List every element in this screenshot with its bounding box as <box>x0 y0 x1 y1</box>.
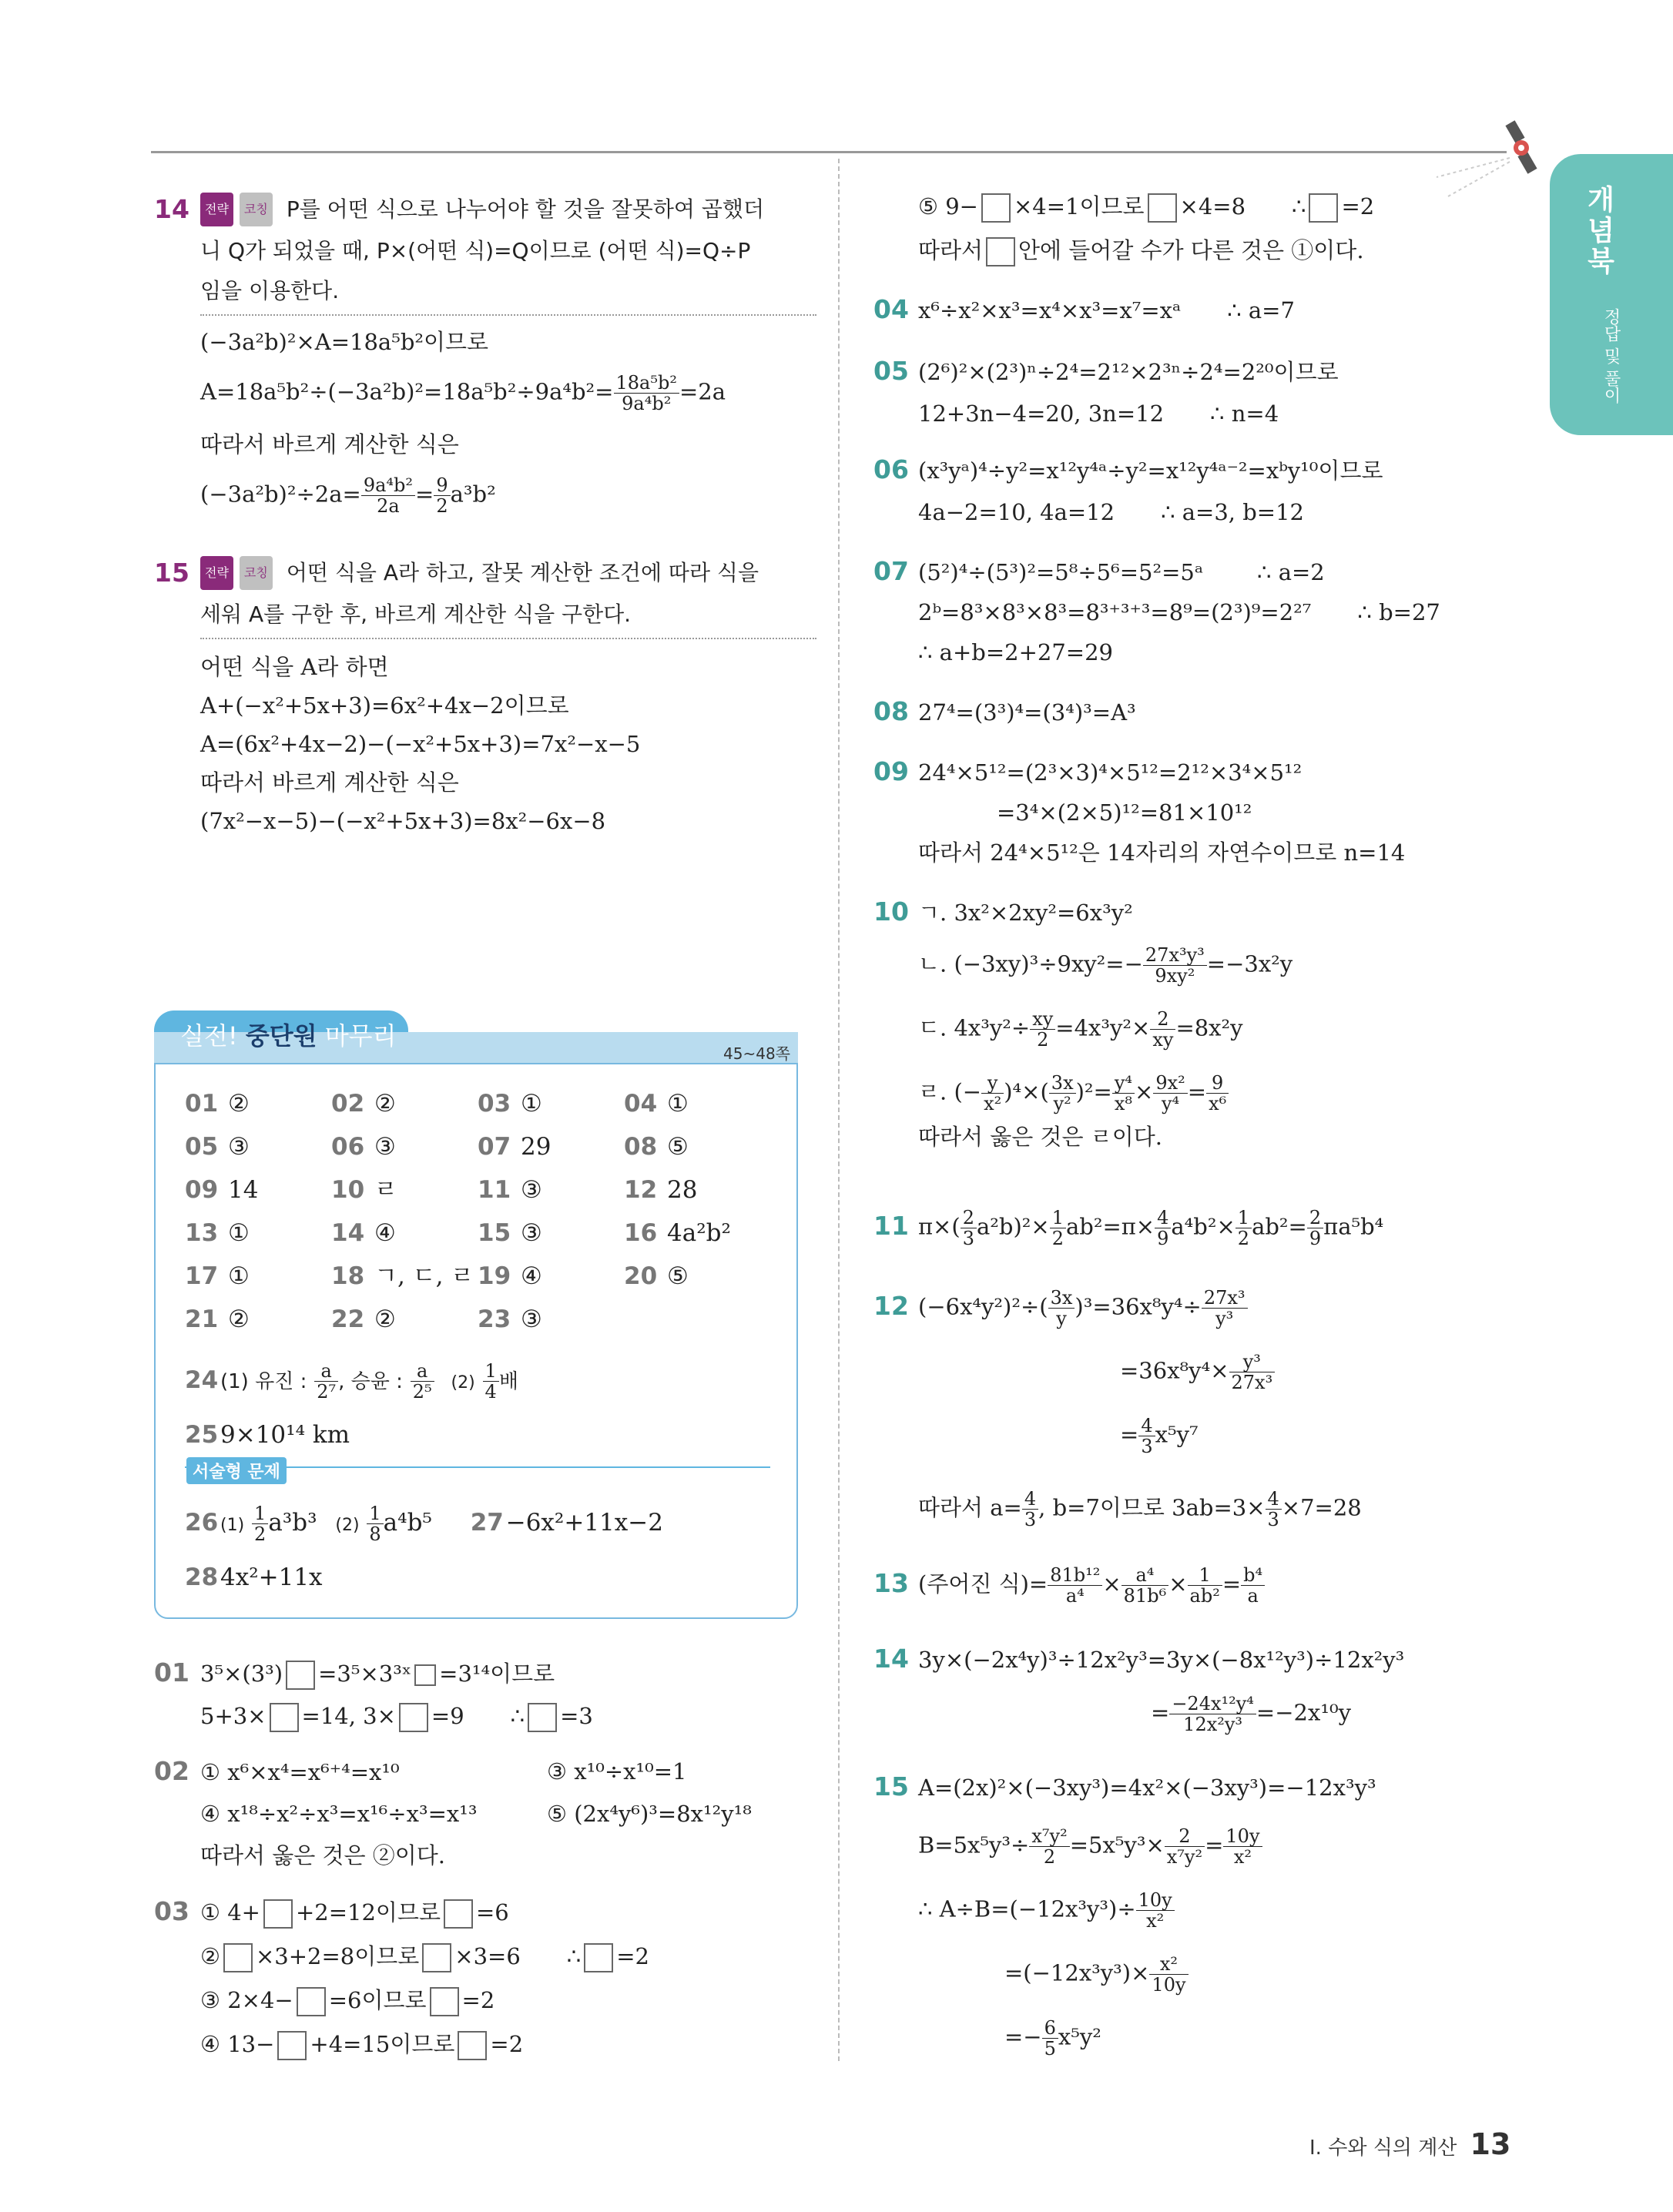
solution-13: 13 (주어진 식)= $\frac{\text{81b¹²}}{\text{a⁴}}$ × $\frac{\text{a⁴}}{\text{81b⁶}}$ × $\frac{1}{\text{ab²}}$ = $\frac{\text{b⁴}}{a}$ <box>873 1565 1265 1606</box>
answer-number: 07 <box>478 1133 511 1161</box>
equals-sign: = <box>415 481 434 508</box>
answer-value: ① <box>667 1090 689 1118</box>
answer-value: ② <box>374 1305 396 1333</box>
answer-value: ① <box>228 1262 250 1290</box>
solution-line: (−3a²b)²×A=18a⁵b²이므로 <box>200 329 489 355</box>
essay-label: 서술형 문제 <box>186 1457 287 1484</box>
answer-value: ③ <box>228 1133 250 1161</box>
solution-10: 10 ㄱ. 3x²×2xy²=6x³y² ㄴ. (−3xy)³÷9xy²=− $\frac{\text{27x³y³}}{\text{9xy²}}$ =−3x²y ㄷ. 4x³y²÷ $\frac{xy}{2}$ =4x³y²× $\frac{2}{xy}$ =8x²y ㄹ. (− $\frac{y}{\text{x²}}$ )⁴×( $\frac{3x}{\text{y²}}$ )²= $\frac{\text{y⁴}}{\text{x⁸}}$ × $\frac{\text{9x²}}{\text{y⁴}}$ = $\frac{9}{\text{x⁶}}$ 따라서 옳은 것은 ㄹ이다. <box>873 897 1293 1150</box>
solution-14 <box>154 193 816 516</box>
solution-01: 01 3⁵×(3³) =3⁵×3³ˣ =3¹⁴이므로 5+3× =14, 3× =9 ∴ =3 <box>154 1657 593 1732</box>
answer-number: 11 <box>478 1176 511 1204</box>
fraction: $\frac{9}{2}$ <box>434 475 450 516</box>
solution-04: 04 x⁶÷x²×x³=x⁴×x³=x⁷=xᵃ ∴ a=7 <box>873 294 1295 324</box>
answer-number: 23 <box>478 1305 511 1333</box>
answer-item <box>624 1260 689 1292</box>
blank-box <box>399 1703 428 1732</box>
strategy-badge: 전략 <box>200 193 233 226</box>
solution-15-right: 15 A=(2x)²×(−3xy³)=4x²×(−3xy³)=−12x³y³ B=5x⁵y³÷ $\frac{\text{x⁷y²}}{2}$ =5x⁵y³× $\frac{2}{\text{x⁷y²}}$ = $\frac{10y}{\text{x²}}$ ∴ A÷B=(−12x³y³)÷ $\frac{10y}{\text{x²}}$ =(−12x³y³)× $\frac{\text{x²}}{10y}$ =− $\frac{6}{5}$ x⁵y² <box>873 1771 1376 2060</box>
answer-value: 14 <box>228 1176 259 1204</box>
solution-line: A+(−x²+5x+3)=6x²+4x−2이므로 <box>200 692 569 719</box>
answer-26: 26 (1) $\frac{1}{2}$ a³b³ (2) $\frac{1}{8}$ a⁴b⁵ 27−6x²+11x−2 <box>185 1503 663 1545</box>
blank-box <box>981 193 1011 223</box>
answer-number: 16 <box>624 1219 658 1247</box>
solution-12: 12 (−6x⁴y²)²÷( $\frac{3x}{y}$ )³=36x⁸y⁴÷ $\frac{\text{27x³}}{\text{y³}}$ =36x⁸y⁴× $\frac{\text{y³}}{\text{27x³}}$ = $\frac{4}{3}$ x⁵y⁷ 따라서 a= $\frac{4}{3}$ , b=7이므로 3ab=3× $\frac{4}{3}$ ×7=28 <box>873 1287 1362 1530</box>
blank-box <box>584 1943 613 1972</box>
answer-number: 22 <box>331 1305 365 1333</box>
answer-item <box>185 1174 258 1206</box>
hint-text: 임을 이용한다. <box>200 276 816 316</box>
section-tab[interactable] <box>1550 154 1673 435</box>
solution-line: =2a <box>679 378 726 405</box>
solution-06: 06 (x³yᵃ)⁴÷y²=x¹²y⁴ᵃ÷y²=x¹²y⁴ᵃ⁻²=xᵇy¹⁰이므로 4a−2=10, 4a=12 ∴ a=3, b=12 <box>873 454 1383 525</box>
answer-value: ② <box>374 1090 396 1118</box>
answer-28: 284x²+11x <box>185 1563 323 1591</box>
answer-25: 259×10¹⁴ km <box>185 1421 350 1449</box>
blank-box <box>1309 193 1338 223</box>
answer-item <box>624 1131 689 1163</box>
hint-text: 어떤 식을 A라 하고, 잘못 계산한 조건에 따라 식을 <box>286 560 759 585</box>
blank-box <box>414 1664 436 1686</box>
answer-item <box>331 1260 474 1292</box>
answer-value: ④ <box>521 1262 542 1290</box>
answer-value: ㄱ, ㄷ, ㄹ <box>374 1262 474 1290</box>
solution-line: 따라서 바르게 계산한 식은 <box>200 431 459 457</box>
answer-value: 28 <box>667 1176 698 1204</box>
answer-number: 19 <box>478 1262 511 1290</box>
answer-number: 02 <box>331 1090 365 1118</box>
answer-item <box>478 1131 551 1163</box>
blank-box <box>286 1661 315 1690</box>
answer-item <box>624 1088 689 1120</box>
solution-09: 09 24⁴×5¹²=(2³×3)⁴×5¹²=2¹²×3⁴×5¹² =3⁴×(2×5)¹²=81×10¹² 따라서 24⁴×5¹²은 14자리의 자연수이므로 n=14 <box>873 756 1406 866</box>
answer-value: ③ <box>521 1176 542 1204</box>
hint-text: 세워 A를 구한 후, 바르게 계산한 식을 구한다. <box>200 599 816 639</box>
fraction: $\frac{\text{18a⁵b²}}{\text{9a⁴b²}}$ <box>614 373 679 414</box>
solution-05: 05 (2⁶)²×(2³)ⁿ÷2⁴=2¹²×2³ⁿ÷2⁴=2²⁰이므로 12+3n−4=20, 3n=12 ∴ n=4 <box>873 356 1339 427</box>
solution-line: A=18a⁵b²÷(−3a²b)²=18a⁵b²÷9a⁴b²= <box>200 378 614 405</box>
summary-title-b: 중단원 <box>245 1021 317 1051</box>
answer-value: ③ <box>521 1219 542 1247</box>
solution-03: 03 ① 4+ +2=12이므로 =6 ② ×3+2=8이므로 ×3=6 ∴ =2 ③ 2×4− =6이므로 =2 ④ 13− +4=15이므로 =2 <box>154 1896 649 2060</box>
answer-item <box>185 1260 250 1292</box>
answer-number: 05 <box>185 1133 219 1161</box>
answer-item <box>478 1088 542 1120</box>
answer-number: 17 <box>185 1262 219 1290</box>
solution-07: 07 (5²)⁴÷(5³)²=5⁸÷5⁶=5²=5ᵃ ∴ a=2 2ᵇ=8³×8³×8³=8³⁺³⁺³=8⁹=(2³)⁹=2²⁷ ∴ b=27 ∴ a+b=2+27=29 <box>873 556 1440 665</box>
answer-value: ③ <box>374 1133 396 1161</box>
answer-number: 06 <box>331 1133 365 1161</box>
solution-14-right: 14 3y×(−2x⁴y)³÷12x²y³=3y×(−8x¹²y³)÷12x²y³ = $\frac{\text{−24x¹²y⁴}}{\text{12x²y³}}$ =−2x¹⁰y <box>873 1644 1405 1735</box>
summary-header <box>154 1010 798 1063</box>
solution-line: 어떤 식을 A라 하면 <box>200 654 389 680</box>
answer-value: ㄹ <box>374 1176 397 1204</box>
coaching-badge: 코칭 <box>240 193 273 226</box>
solution-line: a³b² <box>450 481 496 508</box>
blank-box <box>444 1899 473 1929</box>
answer-number: 15 <box>478 1219 511 1247</box>
problem-number: 15 <box>154 558 189 588</box>
answer-value: ⑤ <box>667 1133 689 1161</box>
answer-item <box>185 1217 250 1249</box>
answer-value: ④ <box>374 1219 396 1247</box>
summary-title-a: 실전! <box>180 1021 238 1051</box>
blank-box <box>277 2031 307 2060</box>
hint-text: 니 Q가 되었을 때, P×(어떤 식)=Q이므로 (어떤 식)=Q÷P <box>200 238 751 263</box>
chapter-label: Ⅰ. 수와 식의 계산 <box>1309 2137 1457 2160</box>
answer-item <box>478 1217 542 1249</box>
blank-box <box>297 1987 326 2016</box>
solution-line: (7x²−x−5)−(−x²+5x+3)=8x²−6x−8 <box>200 808 606 834</box>
answer-number: 08 <box>624 1133 658 1161</box>
answer-item <box>478 1174 542 1206</box>
hint-text: P를 어떤 식으로 나누어야 할 것을 잘못하여 곱했더 <box>286 196 764 222</box>
summary-pages: 45~48쪽 <box>723 1044 790 1063</box>
answer-number: 18 <box>331 1262 365 1290</box>
blank-box <box>528 1703 557 1732</box>
summary-title-c: 마무리 <box>324 1021 397 1051</box>
answer-item <box>185 1131 250 1163</box>
answer-item <box>478 1303 542 1336</box>
blank-box <box>458 2031 487 2060</box>
blank-box <box>1148 193 1177 223</box>
answer-item <box>624 1174 697 1206</box>
answer-value: ① <box>228 1219 250 1247</box>
coaching-badge: 코칭 <box>240 556 273 590</box>
answer-item <box>624 1217 731 1249</box>
answer-item <box>185 1088 250 1120</box>
answer-value: ⑤ <box>667 1262 689 1290</box>
top-rule <box>151 151 1507 153</box>
solution-02: 02 ① x⁶×x⁴=x⁶⁺⁴=x¹⁰ ③ x¹⁰÷x¹⁰=1 ④ x¹⁸÷x²÷x³=x¹⁶÷x³=x¹³ ⑤ (2x⁴y⁶)³=8x¹²y¹⁸ 따라서 옳은 것은 ②이다. <box>154 1756 752 1868</box>
solution-11: 11 π×( $\frac{2}{3}$ a²b)²× $\frac{1}{2}$ ab²=π× $\frac{4}{9}$ a⁴b²× $\frac{1}{2}$ ab²= $\frac{2}{9}$ πa⁵b⁴ <box>873 1207 1384 1249</box>
answer-item <box>478 1260 542 1292</box>
problem-number: 14 <box>154 194 189 224</box>
solution-15 <box>154 556 816 836</box>
answer-value: 29 <box>521 1133 552 1161</box>
summary-box <box>154 1063 798 1619</box>
answer-number: 03 <box>478 1090 511 1118</box>
answer-24: 24 (1) 유진 : $\frac{a}{\text{2⁷}}$ , 승윤 : $\frac{a}{\text{2⁵}}$ (2) $\frac{1}{4}$ 배 <box>185 1360 518 1403</box>
answer-number: 09 <box>185 1176 219 1204</box>
tab-title: 개념북 <box>1583 185 1614 277</box>
answer-value: ② <box>228 1090 250 1118</box>
solution-line: 따라서 바르게 계산한 식은 <box>200 769 459 796</box>
solution-08: 08 27⁴=(3³)⁴=(3⁴)³=A³ <box>873 696 1136 726</box>
answer-number: 12 <box>624 1176 658 1204</box>
answer-number: 04 <box>624 1090 658 1118</box>
answer-item <box>331 1131 396 1163</box>
answer-value: 4a²b² <box>667 1219 731 1247</box>
answer-number: 10 <box>331 1176 365 1204</box>
answer-value: ① <box>521 1090 542 1118</box>
blank-box <box>223 1943 253 1972</box>
footer <box>1309 2127 1510 2161</box>
signal-lines-icon <box>1433 154 1517 200</box>
page-number: 13 <box>1470 2127 1511 2161</box>
answer-item <box>331 1174 397 1206</box>
fraction: $\frac{\text{9a⁴b²}}{2a}$ <box>361 475 415 516</box>
answer-item <box>331 1088 396 1120</box>
answer-number: 14 <box>331 1219 365 1247</box>
answer-item <box>331 1303 396 1336</box>
answer-item <box>185 1303 250 1336</box>
blank-box <box>986 237 1015 266</box>
blank-box <box>270 1703 299 1732</box>
solution-line: A=(6x²+4x−2)−(−x²+5x+3)=7x²−x−5 <box>200 731 641 757</box>
solution-line: (−3a²b)²÷2a= <box>200 481 361 508</box>
column-divider <box>838 159 840 2061</box>
blank-box <box>422 1943 451 1972</box>
solution-03-continued: ⑤ 9− ×4=1이므로 ×4=8 ∴ =2 따라서 안에 들어갈 수가 다른 것은 ①이다. <box>918 191 1374 266</box>
tab-subtitle: 정답 및 풀이 <box>1601 308 1621 404</box>
answer-number: 20 <box>624 1262 658 1290</box>
answer-value: ② <box>228 1305 250 1333</box>
answer-value: ③ <box>521 1305 542 1333</box>
strategy-badge: 전략 <box>200 556 233 590</box>
answer-number: 01 <box>185 1090 219 1118</box>
blank-box <box>430 1987 459 2016</box>
answer-number: 13 <box>185 1219 219 1247</box>
answer-number: 21 <box>185 1305 219 1333</box>
answer-item <box>331 1217 396 1249</box>
blank-box <box>263 1899 293 1929</box>
